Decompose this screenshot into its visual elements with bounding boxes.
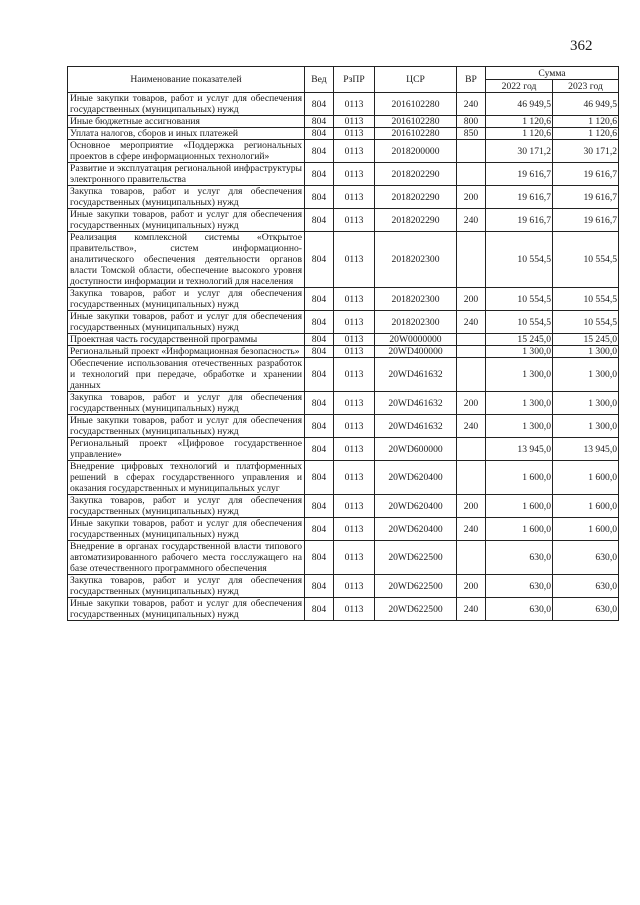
cell-ved: 804: [305, 334, 334, 346]
cell-csr: 2018202290: [375, 186, 457, 209]
cell-ved: 804: [305, 209, 334, 232]
cell-y2023: 15 245,0: [553, 334, 619, 346]
cell-ved: 804: [305, 358, 334, 392]
cell-y2023: 19 616,7: [553, 186, 619, 209]
header-csr: ЦСР: [375, 67, 457, 93]
cell-name: Региональный проект «Цифровое государственное управление»: [68, 438, 305, 461]
cell-csr: 2018202300: [375, 311, 457, 334]
cell-rzpr: 0113: [334, 415, 375, 438]
cell-ved: 804: [305, 415, 334, 438]
cell-y2022: 1 300,0: [486, 415, 553, 438]
header-ved: Вед: [305, 67, 334, 93]
cell-y2023: 1 120,6: [553, 116, 619, 128]
cell-y2023: 1 120,6: [553, 128, 619, 140]
cell-rzpr: 0113: [334, 163, 375, 186]
cell-y2022: 1 600,0: [486, 495, 553, 518]
cell-name: Иные закупки товаров, работ и услуг для обеспечения государственных (муниципальных) нужд: [68, 518, 305, 541]
cell-y2022: 1 600,0: [486, 461, 553, 495]
cell-rzpr: 0113: [334, 334, 375, 346]
cell-ved: 804: [305, 541, 334, 575]
cell-csr: 2016102280: [375, 116, 457, 128]
table-row: [68, 518, 619, 541]
cell-name: Уплата налогов, сборов и иных платежей: [68, 128, 305, 140]
cell-y2023: 1 300,0: [553, 392, 619, 415]
cell-rzpr: 0113: [334, 541, 375, 575]
cell-name: Основное мероприятие «Поддержка региональных проектов в сфере информационных технологий»: [68, 140, 305, 163]
header-2022: 2022 год: [486, 80, 553, 93]
table-body: [68, 93, 619, 621]
cell-y2023: 13 945,0: [553, 438, 619, 461]
cell-csr: 20WD622500: [375, 575, 457, 598]
header-name: Наименование показателей: [68, 67, 305, 93]
table-row: [68, 346, 619, 358]
cell-rzpr: 0113: [334, 358, 375, 392]
cell-y2022: 1 300,0: [486, 346, 553, 358]
cell-vr: [457, 140, 486, 163]
cell-y2022: 19 616,7: [486, 186, 553, 209]
cell-rzpr: 0113: [334, 186, 375, 209]
cell-y2023: 1 300,0: [553, 346, 619, 358]
cell-rzpr: 0113: [334, 598, 375, 621]
budget-table: [67, 66, 619, 621]
page-number: 362: [570, 38, 593, 54]
cell-rzpr: 0113: [334, 438, 375, 461]
table-row: [68, 140, 619, 163]
table-row: [68, 598, 619, 621]
cell-rzpr: 0113: [334, 346, 375, 358]
cell-rzpr: 0113: [334, 288, 375, 311]
cell-rzpr: 0113: [334, 209, 375, 232]
cell-csr: 2018202290: [375, 209, 457, 232]
cell-name: Иные бюджетные ассигнования: [68, 116, 305, 128]
cell-y2023: 19 616,7: [553, 163, 619, 186]
cell-y2022: 1 300,0: [486, 358, 553, 392]
cell-vr: 240: [457, 518, 486, 541]
cell-vr: [457, 438, 486, 461]
cell-rzpr: 0113: [334, 128, 375, 140]
cell-ved: 804: [305, 346, 334, 358]
table-row: [68, 311, 619, 334]
table-row: [68, 541, 619, 575]
cell-y2023: 10 554,5: [553, 288, 619, 311]
cell-y2022: 10 554,5: [486, 288, 553, 311]
cell-vr: [457, 346, 486, 358]
cell-csr: 2018202300: [375, 288, 457, 311]
cell-name: Закупка товаров, работ и услуг для обеспечения государственных (муниципальных) нужд: [68, 392, 305, 415]
cell-rzpr: 0113: [334, 461, 375, 495]
cell-vr: 240: [457, 209, 486, 232]
cell-name: Закупка товаров, работ и услуг для обеспечения государственных (муниципальных) нужд: [68, 288, 305, 311]
table-row: [68, 128, 619, 140]
cell-csr: 20WD461632: [375, 415, 457, 438]
cell-ved: 804: [305, 116, 334, 128]
table-row: [68, 163, 619, 186]
cell-ved: 804: [305, 128, 334, 140]
cell-vr: [457, 358, 486, 392]
cell-ved: 804: [305, 461, 334, 495]
cell-y2023: 46 949,5: [553, 93, 619, 116]
cell-name: Иные закупки товаров, работ и услуг для обеспечения государственных (муниципальных) нужд: [68, 598, 305, 621]
cell-ved: 804: [305, 232, 334, 288]
cell-csr: 2016102280: [375, 93, 457, 116]
table-row: [68, 358, 619, 392]
header-rzpr: РзПР: [334, 67, 375, 93]
cell-vr: [457, 232, 486, 288]
cell-vr: 200: [457, 575, 486, 598]
cell-vr: [457, 461, 486, 495]
header-vr: ВР: [457, 67, 486, 93]
cell-csr: 2016102280: [375, 128, 457, 140]
cell-vr: 240: [457, 93, 486, 116]
cell-csr: 20WD622500: [375, 541, 457, 575]
cell-ved: 804: [305, 140, 334, 163]
cell-name: Развитие и эксплуатация региональной инфраструктуры электронного правительства: [68, 163, 305, 186]
cell-vr: 200: [457, 495, 486, 518]
cell-rzpr: 0113: [334, 575, 375, 598]
cell-ved: 804: [305, 311, 334, 334]
cell-name: Реализация комплексной системы «Открытое правительство», систем информационно-аналитического обеспечения деятельности органов власти Томской области, обеспечение высокого уровня доступности информации и технологий для населения: [68, 232, 305, 288]
cell-vr: 240: [457, 598, 486, 621]
header-2023: 2023 год: [553, 80, 619, 93]
cell-csr: 20WD600000: [375, 438, 457, 461]
table-row: [68, 209, 619, 232]
cell-csr: 20WD461632: [375, 358, 457, 392]
cell-y2022: 630,0: [486, 575, 553, 598]
cell-name: Проектная часть государственной программы: [68, 334, 305, 346]
cell-y2022: 10 554,5: [486, 232, 553, 288]
cell-ved: 804: [305, 575, 334, 598]
cell-ved: 804: [305, 288, 334, 311]
table-row: [68, 186, 619, 209]
cell-rzpr: 0113: [334, 93, 375, 116]
cell-name: Внедрение в органах государственной власти типового автоматизированного рабочего места госслужащего на базе отечественного программного обеспечения: [68, 541, 305, 575]
cell-name: Внедрение цифровых технологий и платформенных решений в сферах государственного управления и оказания государственных и муниципальных услуг: [68, 461, 305, 495]
table-row: [68, 415, 619, 438]
cell-csr: 2018200000: [375, 140, 457, 163]
header-sum: Сумма: [486, 67, 619, 80]
cell-rzpr: 0113: [334, 495, 375, 518]
cell-vr: [457, 163, 486, 186]
cell-vr: 240: [457, 415, 486, 438]
cell-ved: 804: [305, 186, 334, 209]
cell-name: Закупка товаров, работ и услуг для обеспечения государственных (муниципальных) нужд: [68, 495, 305, 518]
cell-vr: 200: [457, 392, 486, 415]
cell-rzpr: 0113: [334, 140, 375, 163]
cell-y2023: 30 171,2: [553, 140, 619, 163]
cell-y2023: 19 616,7: [553, 209, 619, 232]
cell-csr: 20WD622500: [375, 598, 457, 621]
cell-rzpr: 0113: [334, 232, 375, 288]
cell-ved: 804: [305, 392, 334, 415]
cell-csr: 20WD620400: [375, 461, 457, 495]
cell-vr: [457, 541, 486, 575]
cell-y2022: 1 300,0: [486, 392, 553, 415]
cell-vr: 200: [457, 186, 486, 209]
cell-y2022: 19 616,7: [486, 163, 553, 186]
cell-y2022: 1 120,6: [486, 128, 553, 140]
cell-vr: 850: [457, 128, 486, 140]
table-row: [68, 461, 619, 495]
cell-y2022: 30 171,2: [486, 140, 553, 163]
cell-ved: 804: [305, 438, 334, 461]
cell-rzpr: 0113: [334, 518, 375, 541]
cell-vr: [457, 334, 486, 346]
cell-vr: 240: [457, 311, 486, 334]
cell-csr: 20W0000000: [375, 334, 457, 346]
cell-csr: 20WD400000: [375, 346, 457, 358]
table-row: [68, 438, 619, 461]
cell-ved: 804: [305, 598, 334, 621]
cell-y2023: 1 600,0: [553, 461, 619, 495]
table-row: [68, 232, 619, 288]
cell-ved: 804: [305, 93, 334, 116]
cell-name: Иные закупки товаров, работ и услуг для обеспечения государственных (муниципальных) нужд: [68, 209, 305, 232]
table-row: [68, 93, 619, 116]
cell-ved: 804: [305, 518, 334, 541]
table-row: [68, 288, 619, 311]
table-row: [68, 495, 619, 518]
cell-y2023: 630,0: [553, 598, 619, 621]
cell-y2023: 630,0: [553, 575, 619, 598]
cell-name: Закупка товаров, работ и услуг для обеспечения государственных (муниципальных) нужд: [68, 186, 305, 209]
cell-csr: 2018202300: [375, 232, 457, 288]
cell-y2022: 10 554,5: [486, 311, 553, 334]
cell-csr: 20WD461632: [375, 392, 457, 415]
cell-csr: 20WD620400: [375, 518, 457, 541]
cell-y2023: 10 554,5: [553, 232, 619, 288]
cell-ved: 804: [305, 163, 334, 186]
cell-y2023: 10 554,5: [553, 311, 619, 334]
cell-csr: 20WD620400: [375, 495, 457, 518]
cell-y2023: 630,0: [553, 541, 619, 575]
cell-y2022: 15 245,0: [486, 334, 553, 346]
cell-vr: 200: [457, 288, 486, 311]
cell-y2022: 13 945,0: [486, 438, 553, 461]
cell-ved: 804: [305, 495, 334, 518]
cell-csr: 2018202290: [375, 163, 457, 186]
cell-rzpr: 0113: [334, 392, 375, 415]
cell-y2023: 1 600,0: [553, 518, 619, 541]
table-row: [68, 334, 619, 346]
table-row: [68, 392, 619, 415]
cell-name: Региональный проект «Информационная безопасность»: [68, 346, 305, 358]
cell-y2023: 1 300,0: [553, 358, 619, 392]
cell-y2022: 630,0: [486, 541, 553, 575]
cell-y2022: 1 120,6: [486, 116, 553, 128]
cell-name: Закупка товаров, работ и услуг для обеспечения государственных (муниципальных) нужд: [68, 575, 305, 598]
table-row: [68, 575, 619, 598]
cell-y2023: 1 300,0: [553, 415, 619, 438]
cell-vr: 800: [457, 116, 486, 128]
table-row: [68, 116, 619, 128]
cell-rzpr: 0113: [334, 311, 375, 334]
cell-y2022: 19 616,7: [486, 209, 553, 232]
cell-rzpr: 0113: [334, 116, 375, 128]
cell-name: Иные закупки товаров, работ и услуг для обеспечения государственных (муниципальных) нужд: [68, 311, 305, 334]
cell-y2022: 46 949,5: [486, 93, 553, 116]
cell-name: Иные закупки товаров, работ и услуг для обеспечения государственных (муниципальных) нужд: [68, 415, 305, 438]
cell-name: Иные закупки товаров, работ и услуг для обеспечения государственных (муниципальных) нужд: [68, 93, 305, 116]
cell-y2023: 1 600,0: [553, 495, 619, 518]
cell-name: Обеспечение использования отечественных разработок и технологий при передаче, обработке и хранении данных: [68, 358, 305, 392]
cell-y2022: 1 600,0: [486, 518, 553, 541]
cell-y2022: 630,0: [486, 598, 553, 621]
